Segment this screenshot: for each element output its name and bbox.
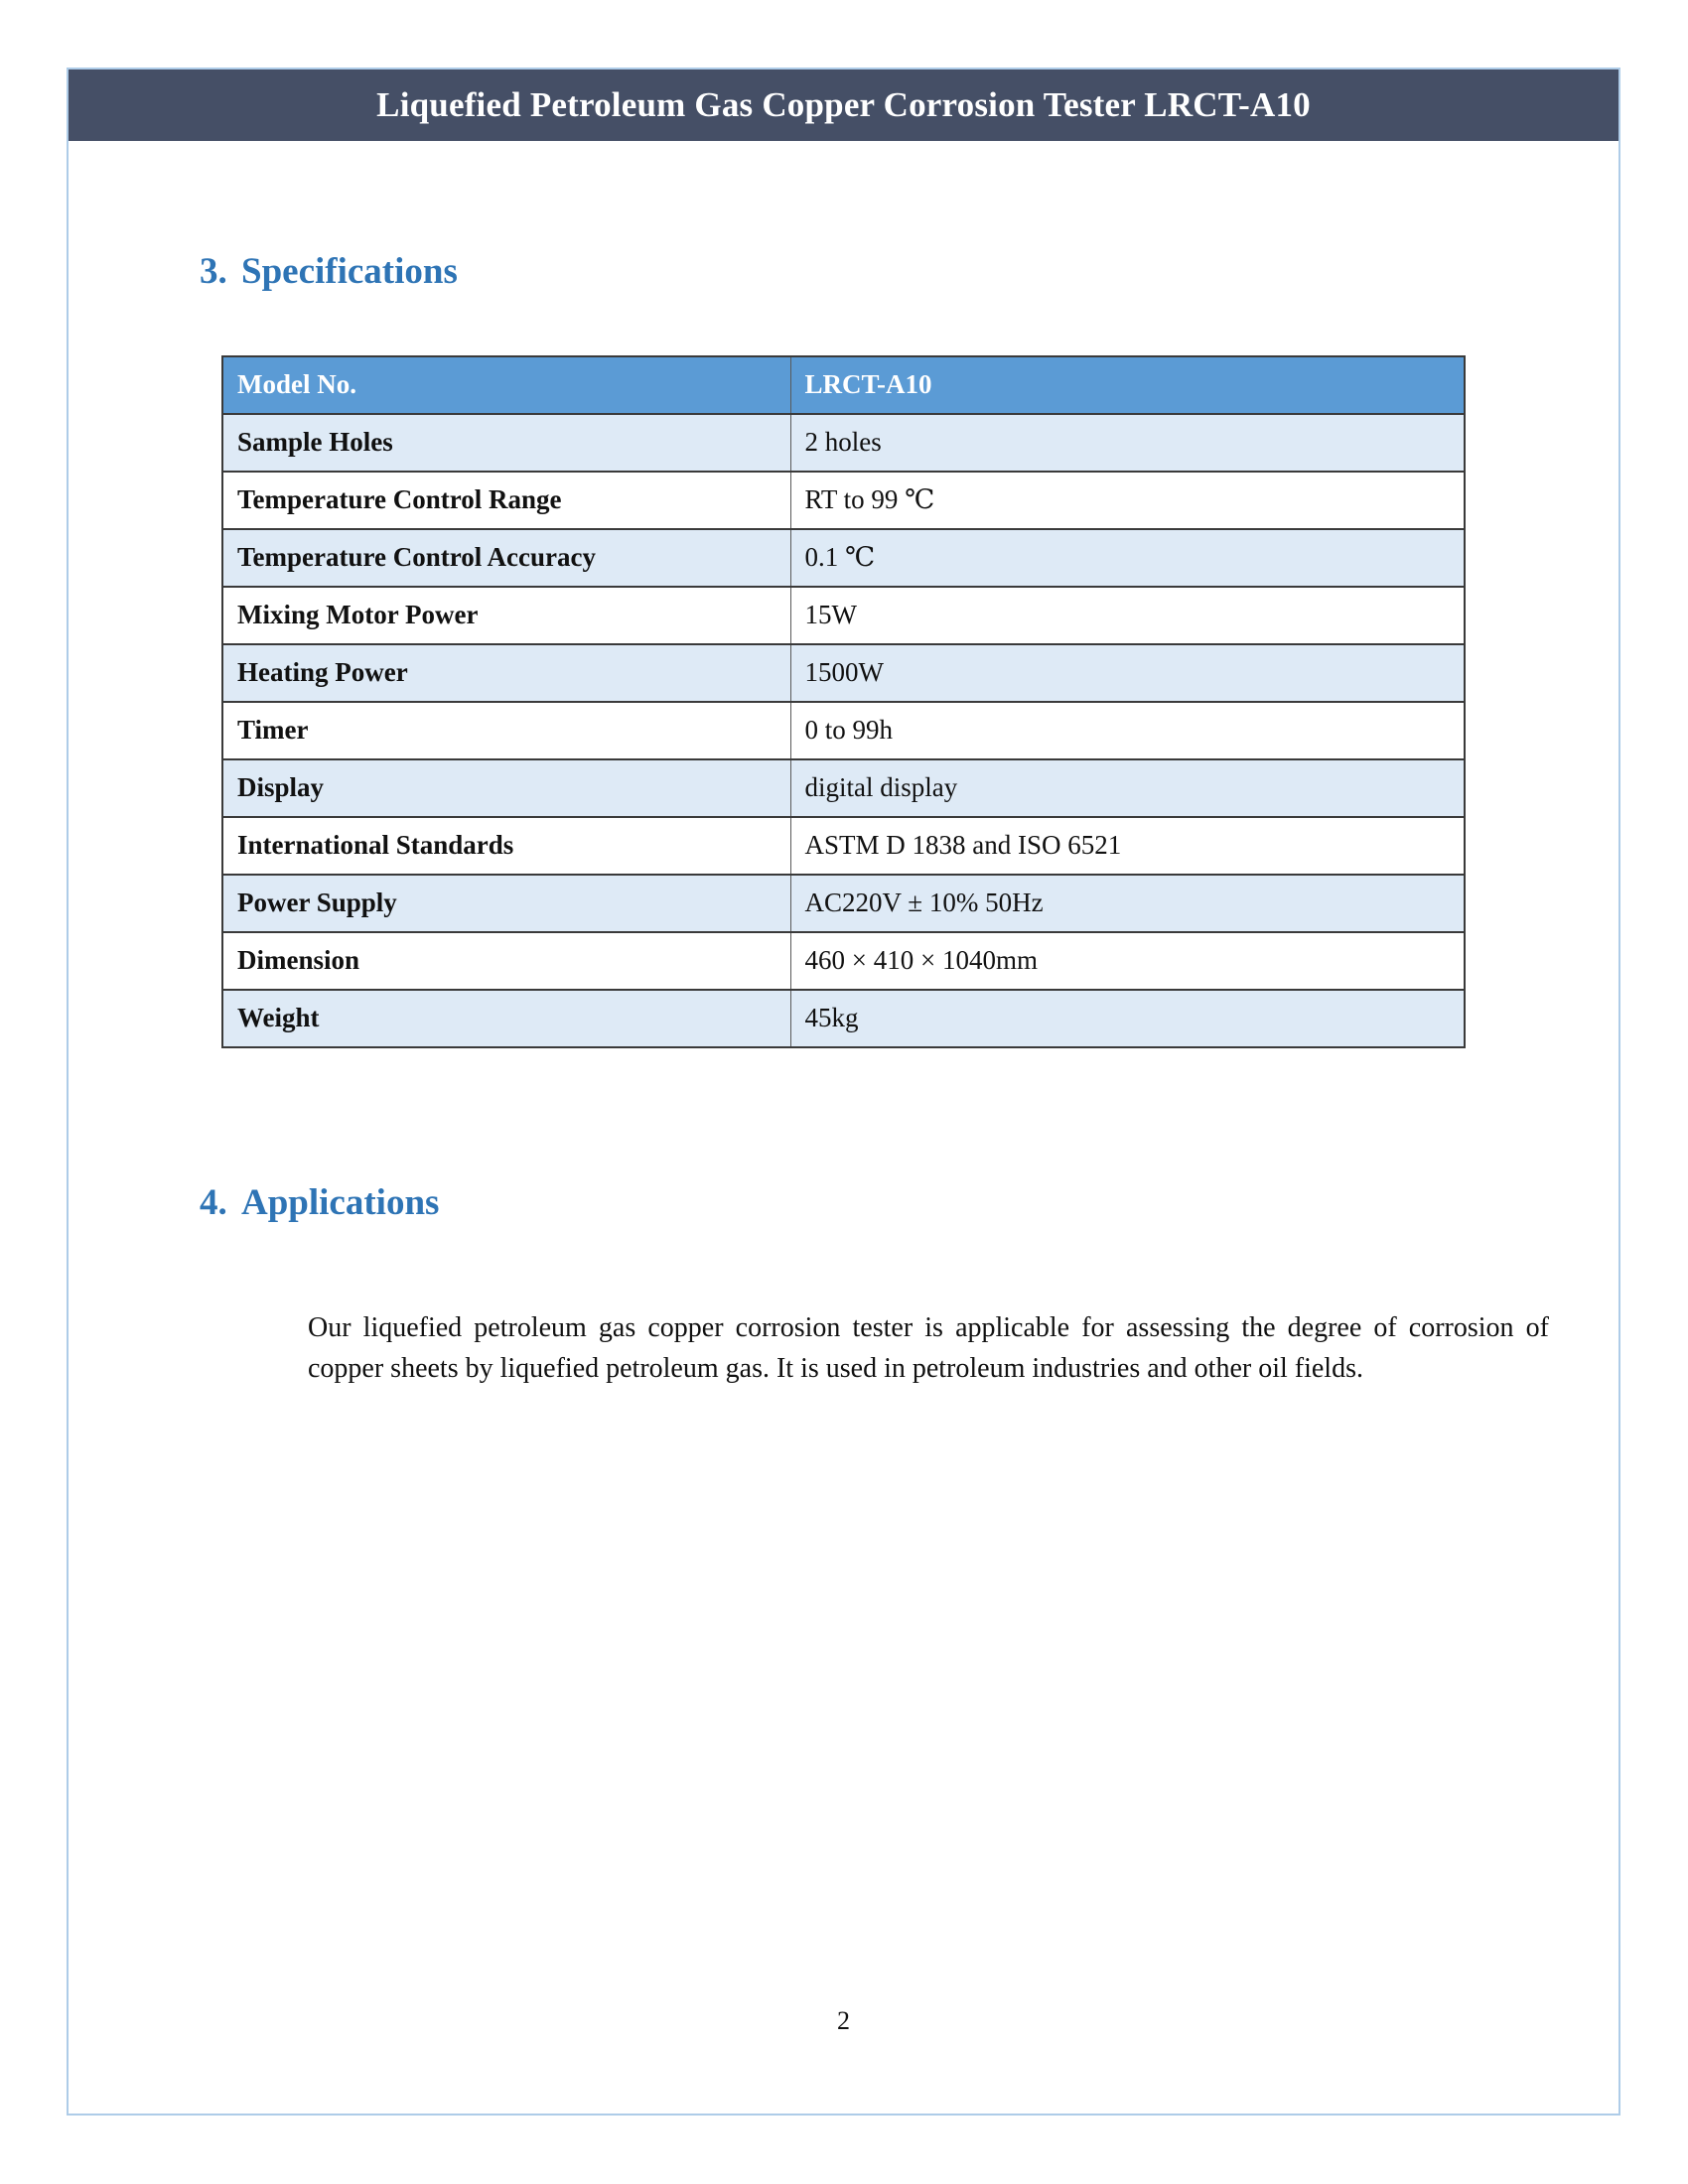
page-number: 2 [837, 2006, 850, 2035]
table-row [222, 990, 1465, 1047]
table-header-label: Model No. [222, 356, 790, 414]
spec-label: Heating Power [222, 644, 790, 702]
table-row [222, 587, 1465, 644]
spec-label: Weight [222, 990, 790, 1047]
section-title: Applications [241, 1182, 440, 1223]
specifications-table [221, 355, 1466, 1048]
spec-value: 1500W [790, 644, 1465, 702]
spec-value: 0 to 99h [790, 702, 1465, 759]
table-row [222, 529, 1465, 587]
spec-label: Mixing Motor Power [222, 587, 790, 644]
section-heading-specifications [200, 250, 458, 293]
spec-value: ASTM D 1838 and ISO 6521 [790, 817, 1465, 875]
spec-label: Temperature Control Accuracy [222, 529, 790, 587]
table-row [222, 702, 1465, 759]
spec-value: 45kg [790, 990, 1465, 1047]
document-title-banner [69, 69, 1618, 141]
section-heading-applications [200, 1181, 439, 1224]
spec-value: 15W [790, 587, 1465, 644]
spec-value: 460 × 410 × 1040mm [790, 932, 1465, 990]
spec-value: digital display [790, 759, 1465, 817]
spec-label: Power Supply [222, 875, 790, 932]
section-title: Specifications [241, 251, 458, 292]
spec-label: Temperature Control Range [222, 472, 790, 529]
applications-body-text: Our liquefied petroleum gas copper corrosion tester is applicable for assessing the degree of corrosion of copper sheets by liquefied petroleum gas. It is used in petroleum industries and other oil fields. [308, 1312, 1549, 1384]
spec-value: RT to 99 ℃ [790, 472, 1465, 529]
document-title: Liquefied Petroleum Gas Copper Corrosion Tester LRCT-A10 [376, 85, 1311, 124]
spec-label: Timer [222, 702, 790, 759]
table-row [222, 817, 1465, 875]
section-number: 3. [200, 251, 227, 292]
spec-label: International Standards [222, 817, 790, 875]
table-row [222, 472, 1465, 529]
table-header-value: LRCT-A10 [790, 356, 1465, 414]
table-header-row [222, 356, 1465, 414]
spec-label: Display [222, 759, 790, 817]
spec-label: Sample Holes [222, 414, 790, 472]
spec-value: 0.1 ℃ [790, 529, 1465, 587]
table-row [222, 759, 1465, 817]
table-row [222, 644, 1465, 702]
table-row [222, 932, 1465, 990]
spec-value: AC220V ± 10% 50Hz [790, 875, 1465, 932]
table-row [222, 414, 1465, 472]
section-number: 4. [200, 1182, 227, 1223]
table-row [222, 875, 1465, 932]
spec-value: 2 holes [790, 414, 1465, 472]
spec-label: Dimension [222, 932, 790, 990]
